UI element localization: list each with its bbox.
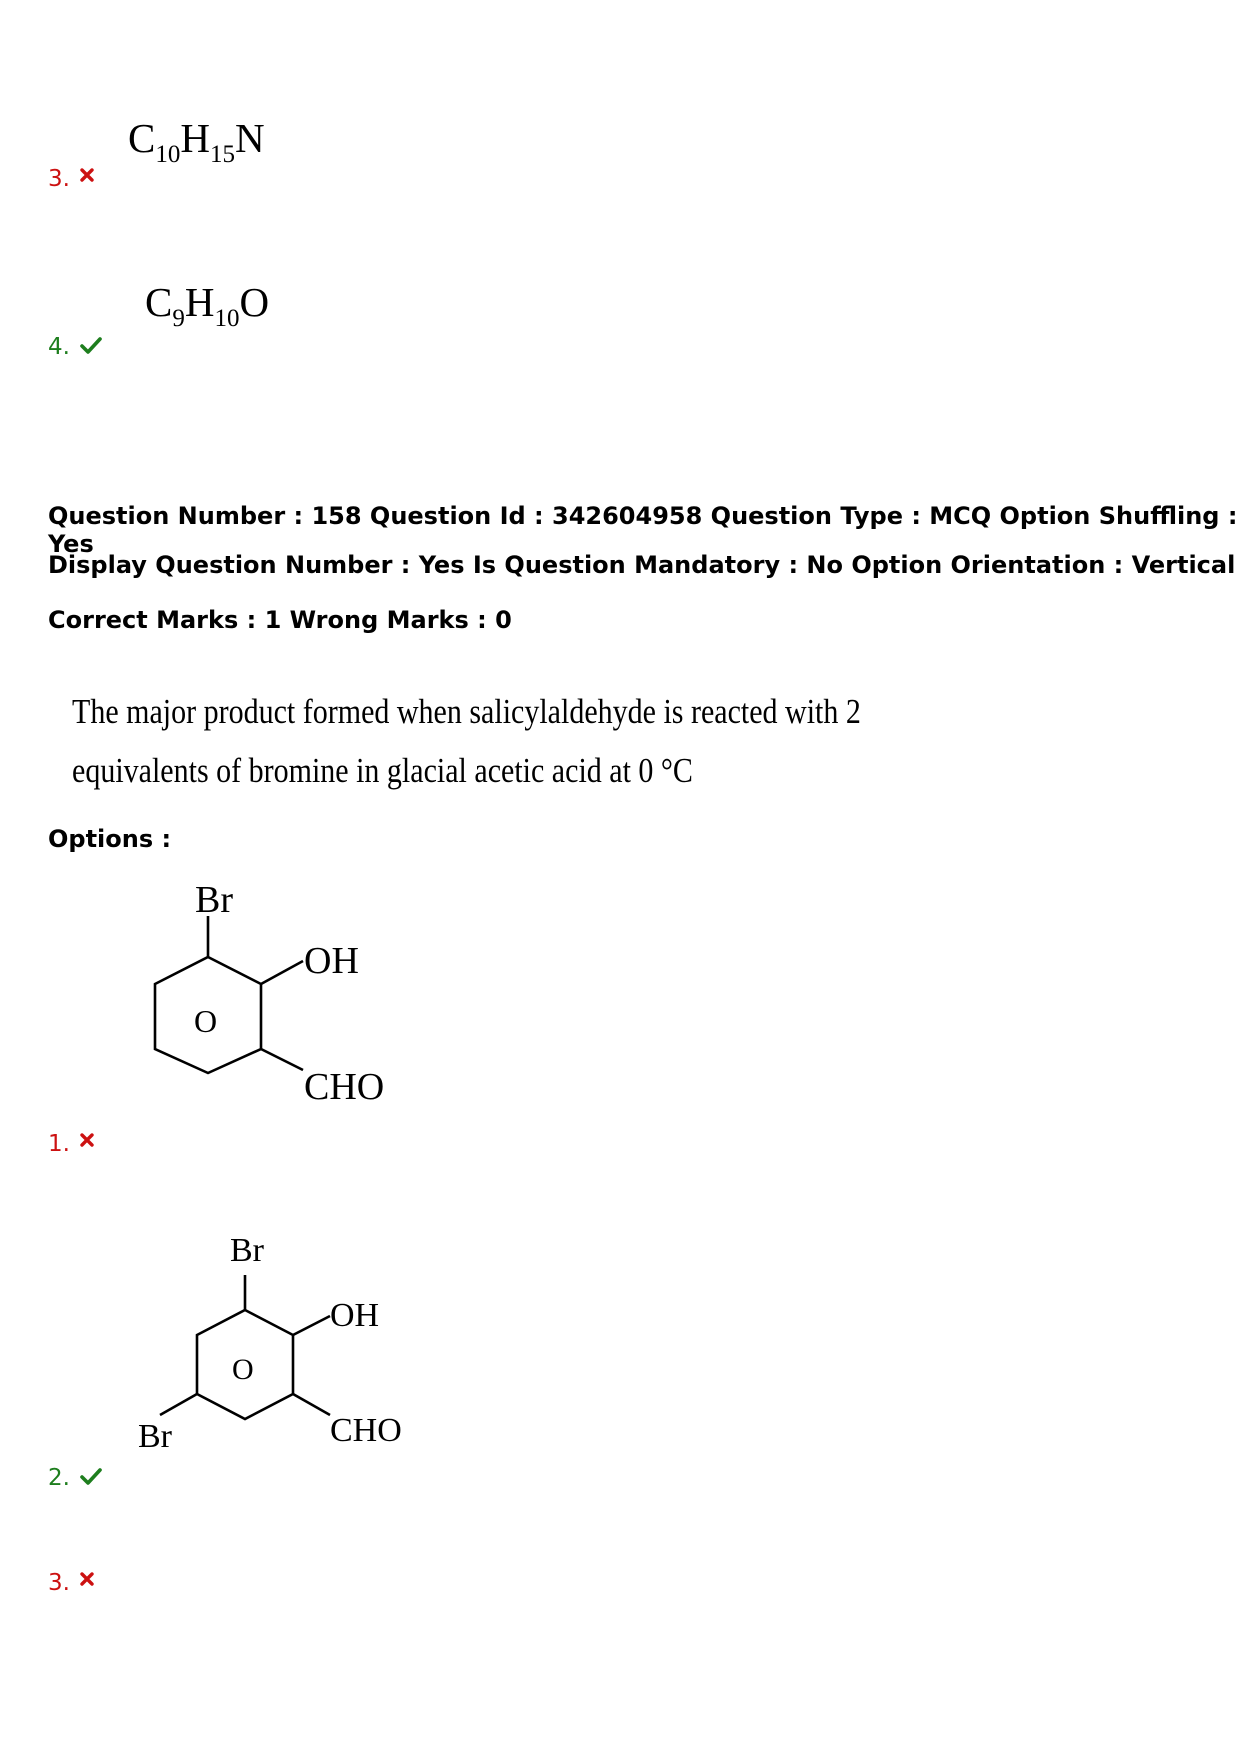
option-1-number: 1. <box>48 1133 94 1156</box>
option-2-br-bottom-label: Br <box>138 1418 172 1455</box>
option-2-oh-label: OH <box>330 1297 380 1334</box>
option-1-structure <box>140 880 420 1120</box>
option-1-cho-label: CHO <box>304 1066 385 1108</box>
prev-option-4-formula: $C_9H_{10}O$ <box>145 279 270 332</box>
option-2-cho-label: CHO <box>330 1412 402 1449</box>
prev-option-3-number: 3. <box>48 168 94 191</box>
option-1-ring-label: O <box>194 1003 218 1039</box>
cross-icon <box>80 1133 94 1147</box>
option-2-structure <box>130 1225 430 1465</box>
cross-icon <box>80 1572 94 1586</box>
option-2-br-top-label: Br <box>230 1232 264 1269</box>
question-marks-line: Correct Marks : 1 Wrong Marks : 0 <box>48 606 512 634</box>
question-text: The major product formed when salicylaldehyde is reacted with 2 equivalents of bromine in glacial acetic acid at 0 °C <box>72 692 861 791</box>
cross-icon <box>80 168 94 182</box>
prev-option-3-formula: $C_{10}H_{15}N$ <box>128 115 265 168</box>
option-2-ring-label: O <box>232 1353 254 1386</box>
check-icon <box>80 1467 102 1485</box>
options-label: Options : <box>48 825 172 853</box>
option-3-number: 3. <box>48 1572 94 1595</box>
question-meta-line-1: Question Number : 158 Question Id : 342604958 Question Type : MCQ Option Shuffling : Yes <box>48 502 1238 558</box>
option-2-number: 2. <box>48 1467 102 1490</box>
option-1-br-label: Br <box>195 880 233 921</box>
check-icon <box>80 336 102 354</box>
prev-option-4-number: 4. <box>48 336 102 359</box>
option-1-oh-label: OH <box>304 940 359 982</box>
question-meta-line-2: Display Question Number : Yes Is Question Mandatory : No Option Orientation : Vertical <box>48 551 1236 579</box>
